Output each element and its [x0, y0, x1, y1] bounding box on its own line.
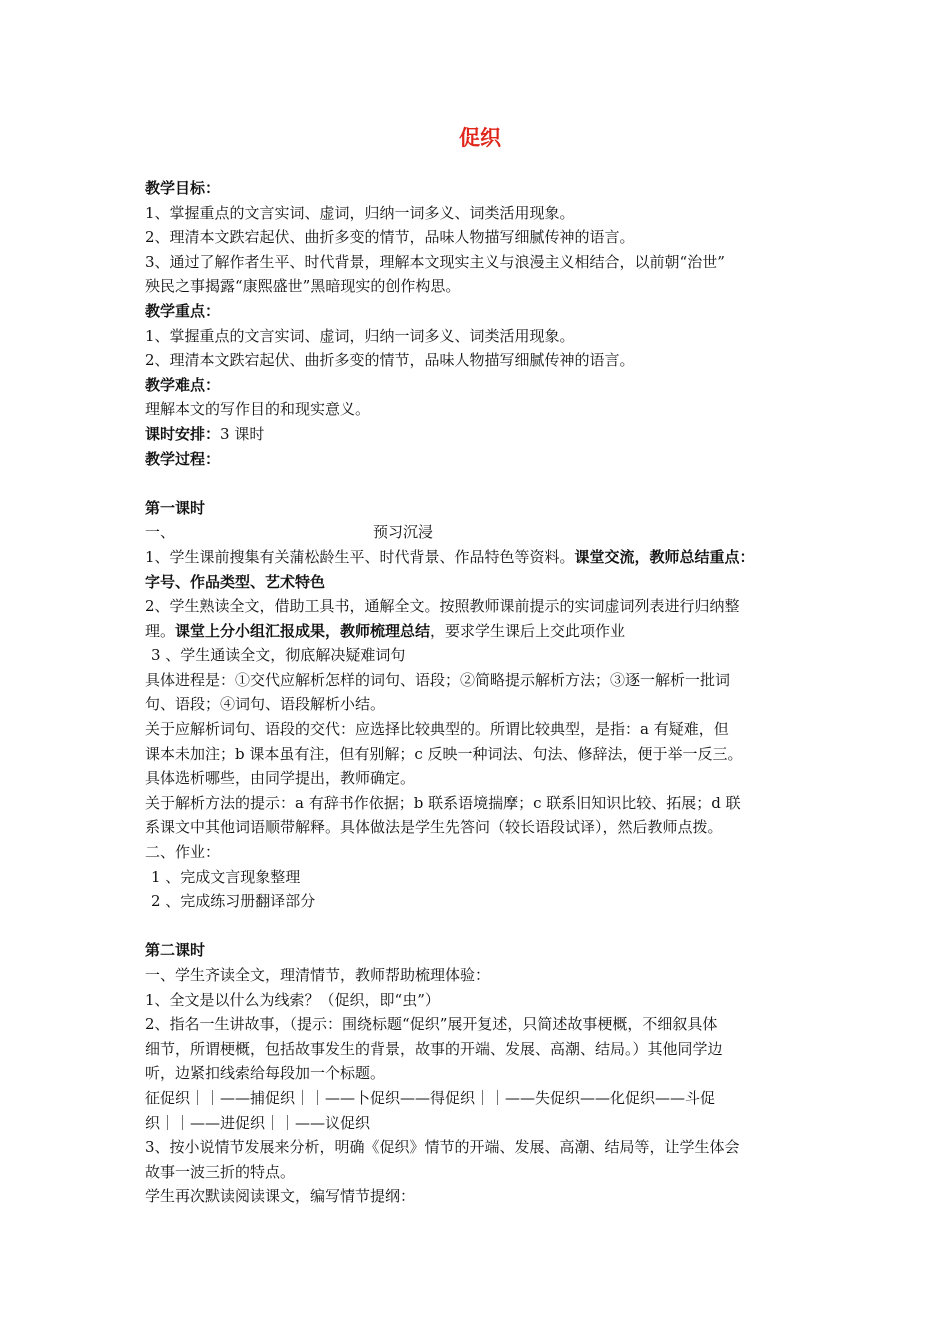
paragraph-line: 听，边紧扣线索给每段加一个标题。	[145, 1064, 386, 1083]
paragraph-line: 句、语段；④词句、语段解析小结。	[145, 695, 386, 714]
homework-item: 2 、完成练习册翻译部分	[151, 892, 316, 911]
difficulty-text: 理解本文的写作目的和现实意义。	[145, 400, 371, 419]
bold-text-run: 课堂上分小组汇报成果，教师梳理总结	[175, 621, 431, 640]
paragraph-line: 关于应解析词句、语段的交代：应选择比较典型的。所谓比较典型，是指：a 有疑难，但	[145, 720, 729, 739]
goal-item: 1、掌握重点的文言实词、虚词，归纳一词多义、词类活用现象。	[145, 203, 575, 222]
difficulty-heading: 教学难点：	[145, 375, 221, 394]
lesson2-heading: 第二课时	[145, 941, 206, 960]
paragraph-line	[145, 619, 815, 644]
document-title: 促织	[459, 126, 501, 150]
paragraph-line: 系课文中其他词语顺带解释。具体做法是学生先答问（较长语段试译），然后教师点拨。	[145, 818, 723, 837]
key-point-item: 1、掌握重点的文言实词、虚词，归纳一词多义、词类活用现象。	[145, 326, 575, 345]
schedule-value: 3 课时	[220, 424, 265, 443]
goals-heading: 教学目标：	[145, 179, 221, 197]
plot-chain-line: 织｜｜——进促织｜｜——议促织	[145, 1113, 371, 1132]
homework-item: 1 、完成文言现象整理	[151, 867, 301, 886]
paragraph-line: 故事一波三折的特点。	[145, 1162, 296, 1181]
text-run: ，要求学生课后上交此项作业	[430, 621, 626, 640]
spacer	[145, 914, 815, 939]
text-run: 1、学生课前搜集有关蒲松龄生平、时代背景、作品特色等资料。	[145, 547, 575, 566]
paragraph-line: 具体选析哪些，由同学提出，教师确定。	[145, 769, 416, 788]
goal-item: 2、理清本文跌宕起伏、曲折多变的情节，品味人物描写细腻传神的语言。	[145, 228, 635, 247]
schedule-line	[145, 422, 815, 447]
paragraph-line: 细节，所谓梗概，包括故事发生的背景，故事的开端、发展、高潮、结局。）其他同学边	[145, 1039, 723, 1058]
process-heading: 教学过程：	[145, 449, 221, 468]
goal-item: 殃民之事揭露“康熙盛世”黑暗现实的创作构思。	[145, 277, 461, 296]
paragraph-line: 具体进程是：①交代应解析怎样的词句、语段；②简略提示解析方法；③逐一解析一批词	[145, 670, 731, 689]
paragraph-line: 关于解析方法的提示：a 有辞书作依据；b 联系语境揣摩；c 联系旧知识比较、拓展；d 联	[145, 793, 741, 812]
key-points-heading: 教学重点：	[145, 301, 221, 320]
paragraph-line: 字号、作品类型、艺术特色	[145, 572, 326, 591]
paragraph-line: 2、指名一生讲故事，（提示：围绕标题“促织”展开复述，只简述故事梗概，不细叙具体	[145, 1015, 718, 1034]
paragraph-line: 3 、学生通读全文，彻底解决疑难词句	[151, 646, 406, 665]
paragraph-line: 课本未加注；b 课本虽有注，但有别解；c 反映一种词法、句法、修辞法，便于举一反三。	[145, 744, 743, 763]
section-number: 一、	[145, 523, 176, 542]
text-run: 理。	[145, 621, 176, 640]
lesson1-section1	[145, 520, 815, 545]
paragraph-line: 学生再次默读阅读课文，编写情节提纲：	[145, 1187, 416, 1206]
lesson1-heading: 第一课时	[145, 498, 206, 517]
paragraph-line: 一、学生齐读全文，理清情节，教师帮助梳理体验：	[145, 966, 491, 984]
schedule-heading: 课时安排：	[145, 424, 221, 443]
bold-text-run: 课堂交流，教师总结重点：	[574, 547, 755, 566]
paragraph-line: 1、全文是以什么为线索？（促织，即“虫”）	[145, 990, 440, 1009]
spacer	[145, 471, 815, 496]
paragraph-line: 3、按小说情节发展来分析，明确《促织》情节的开端、发展、高潮、结局等，让学生体会	[145, 1138, 740, 1157]
section-title: 预习沉浸	[373, 523, 434, 542]
homework-heading: 二、作业：	[145, 843, 221, 862]
goal-item: 3、通过了解作者生平、时代背景，理解本文现实主义与浪漫主义相结合，以前朝“治世”	[145, 252, 725, 271]
key-point-item: 2、理清本文跌宕起伏、曲折多变的情节，品味人物描写细腻传神的语言。	[145, 351, 635, 370]
paragraph-line: 2、学生熟读全文，借助工具书，通解全文。按照教师课前提示的实词虚词列表进行归纳整	[145, 597, 740, 616]
plot-chain-line: 征促织｜｜——捕促织｜｜——卜促织——得促织｜｜——失促织——化促织——斗促	[145, 1088, 716, 1107]
document-page	[145, 118, 815, 1209]
paragraph-line	[145, 545, 815, 570]
